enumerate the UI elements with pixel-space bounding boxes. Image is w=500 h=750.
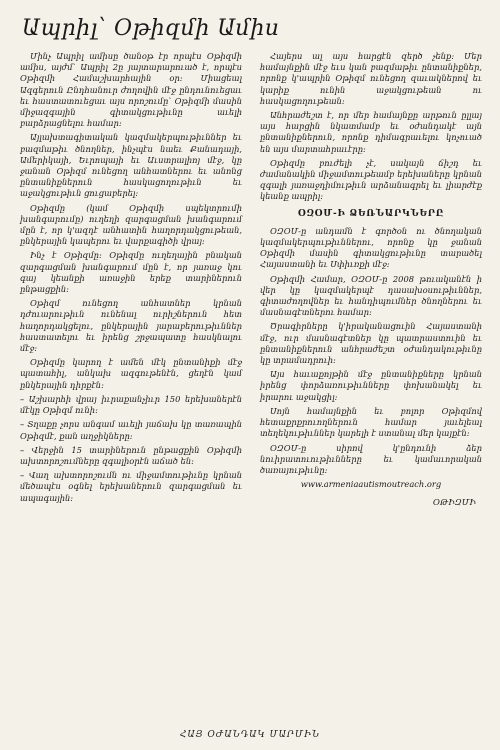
signature: ՕԹԻԶՄԻ bbox=[432, 498, 476, 509]
paragraph: Սոյն համայնքին եւ բոլոր Օթիզմով հետաքրքրուողներուն համար յաւելեալ տեղեկութիւններ կարելի է ստանալ մեր կայքէն: bbox=[260, 405, 482, 439]
paragraph: Օթիզմի Համար, ՕԶՕՄ-ը 2008 թուականէն ի վեր կը կազմակերպէ դասախօսութիւններ, գիտաժողովներ եւ հանդիպումներ ծնողներու եւ մասնագէտներու համար: bbox=[260, 273, 482, 318]
paragraph: Ինչ է Օթիզմը: Օթիզմը ուղեղային բնական զարգացման խանգարում մըն է, որ յառաջ կու գայ կեանքի առաջին երեք տարիներուն ընթացքին: bbox=[20, 250, 242, 295]
paragraph: Օթիզմը (կամ Օթիզմի սպեկտրումի խանգարումը) ուղեղի զարգացման խանգարում մըն է, որ կ'ազդէ անհատին հաղորդակցութեան, ընկերային կապերու եւ վարքագիծի վրայ: bbox=[20, 202, 242, 247]
bullet-paragraph: – Վերջին 15 տարիներուն ընթացքին Օթիզմի ախտորոշումները զգալիօրէն աճած են: bbox=[20, 444, 242, 466]
paragraph: Այլախտագիտական կազմակերպութիւններ եւ բազմաթիւ ծնողներ, ինչպէս նաեւ Քանադայի, Ամերիկայի, Եւրոպայի եւ Աւստրալիոյ մէջ, կը ջանան Օթիզմ ունեցող անհատներու եւ անոնց ընտանիքներուն հասկացողութիւն եւ աջակցութիւն ցուցաբերել: bbox=[20, 132, 242, 199]
paragraph: Այս հաւաքոյթին մէջ ընտանիքները կրնան իրենց փորձառութիւնները փոխանակել եւ իրարու աջակցիլ: bbox=[260, 369, 482, 402]
bullet-paragraph: – Վաղ ախտորոշումն ու միջամտութիւնը կրնան մեծապէս օգնել երեխաներուն զարգացման եւ ապագային: bbox=[20, 470, 242, 503]
paragraph: Հայերս ալ այս հարցէն զերծ չենք: Մեր համայնքին մէջ եւս կան բազմաթիւ ընտանիքներ, որոնք կ'ապրին Օթիզմ ունեցող զաւակներով եւ կարիք ունին աջակցութեան ու հասկացողութեան: bbox=[260, 51, 482, 106]
article-columns bbox=[20, 51, 482, 510]
footer-organization: ՀԱՅ ՕԺԱՆԴԱԿ ՄԱՐՄԻՆ bbox=[179, 730, 321, 740]
section-subheading: ՕԶՕՄ-Ի ՁԵՌՆԱՐԿՆԵՐԸ bbox=[297, 208, 445, 219]
paragraph: ՕԶՕՄ-ը անդամն է գործօն ու ծնողական կազմակերպութիւններու, որոնք կը ջանան Օթիզմի մասին գիտակցութիւնը տարածել Հայաստանի եւ Սփիւռքի մէջ: bbox=[260, 225, 482, 270]
paragraph: Օթիզմը բուժելի չէ, սակայն ճիշդ եւ ժամանակին միջամտութեամբ երեխաները կրնան զգալի յառաջդիմութիւն արձանագրել եւ լիարժէք կեանք ապրիլ: bbox=[260, 157, 482, 202]
paragraph: Անհրաժեշտ է, որ մեր համայնքը արթուն ըլլայ այս հարցին նկատմամբ եւ օժանդակէ այն ընտանիքներուն, որոնք դիմագրաւելու կոչուած են այս մարտահրաւէրը: bbox=[260, 110, 482, 154]
paragraph: Օթիզմը կարող է ամեն մէկ ընտանիքի մէջ պատահիլ, անկախ ազգութենէն, ցեղէն կամ ընկերային դիրքէն: bbox=[20, 357, 242, 390]
right-column bbox=[260, 51, 482, 510]
bullet-paragraph: – Աշխարհի վրայ իւրաքանչիւր 150 երեխաներէն մէկը Օթիզմ ունի: bbox=[20, 393, 242, 416]
paragraph: Ծրագիրները կ'իրականացուին Հայաստանի մէջ, ուր մասնագէտներ կը պատրաստուին եւ ընտանիքներուն անհրաժեշտ օժանդակութիւնը կը տրամադրուի: bbox=[260, 321, 482, 366]
bullet-paragraph: – Տղաքը չորս անգամ աւելի յաճախ կը տառապին Օթիզմէ, քան աղջիկները: bbox=[20, 419, 242, 441]
article-title: Ապրիլ՝ Օթիզմի Ամիս bbox=[22, 16, 280, 41]
website-link[interactable]: www.armeniaautismoutreach.org bbox=[300, 479, 442, 490]
paragraph: Օթիզմ ունեցող անհատներ կրնան դժուարութիւն ունենալ ուրիշներուն հետ հաղորդակցելու, ընկերային յարաբերութիւններ հաստատելու եւ իրենց շրջապատը հասկնալու մէջ: bbox=[20, 298, 242, 354]
paragraph: ՕԶՕՄ-ը սիրով կ'ընդունի ձեր նուիրատուութիւնները եւ կամաւորական ծառայութիւնը: bbox=[260, 442, 482, 475]
left-column bbox=[20, 51, 242, 510]
paragraph: Մինչ Ապրիլ ամիսը ծանօթ էր որպէս Օթիզմի ամիս, այժմ՝ Ապրիլ 2ը յայտարարուած է, որպէս Օթիզմի Համաշխարհային օր: Միացեալ Ազգերուն Ընդհանուր ժողովին մէջ ընդունուեցաւ եւ հաստատուեցաւ այս որոշումը՝ Օթիզմի մասին միջազգային գիտակցութիւնը աւելի բարձրացնելու համար: bbox=[20, 51, 242, 129]
